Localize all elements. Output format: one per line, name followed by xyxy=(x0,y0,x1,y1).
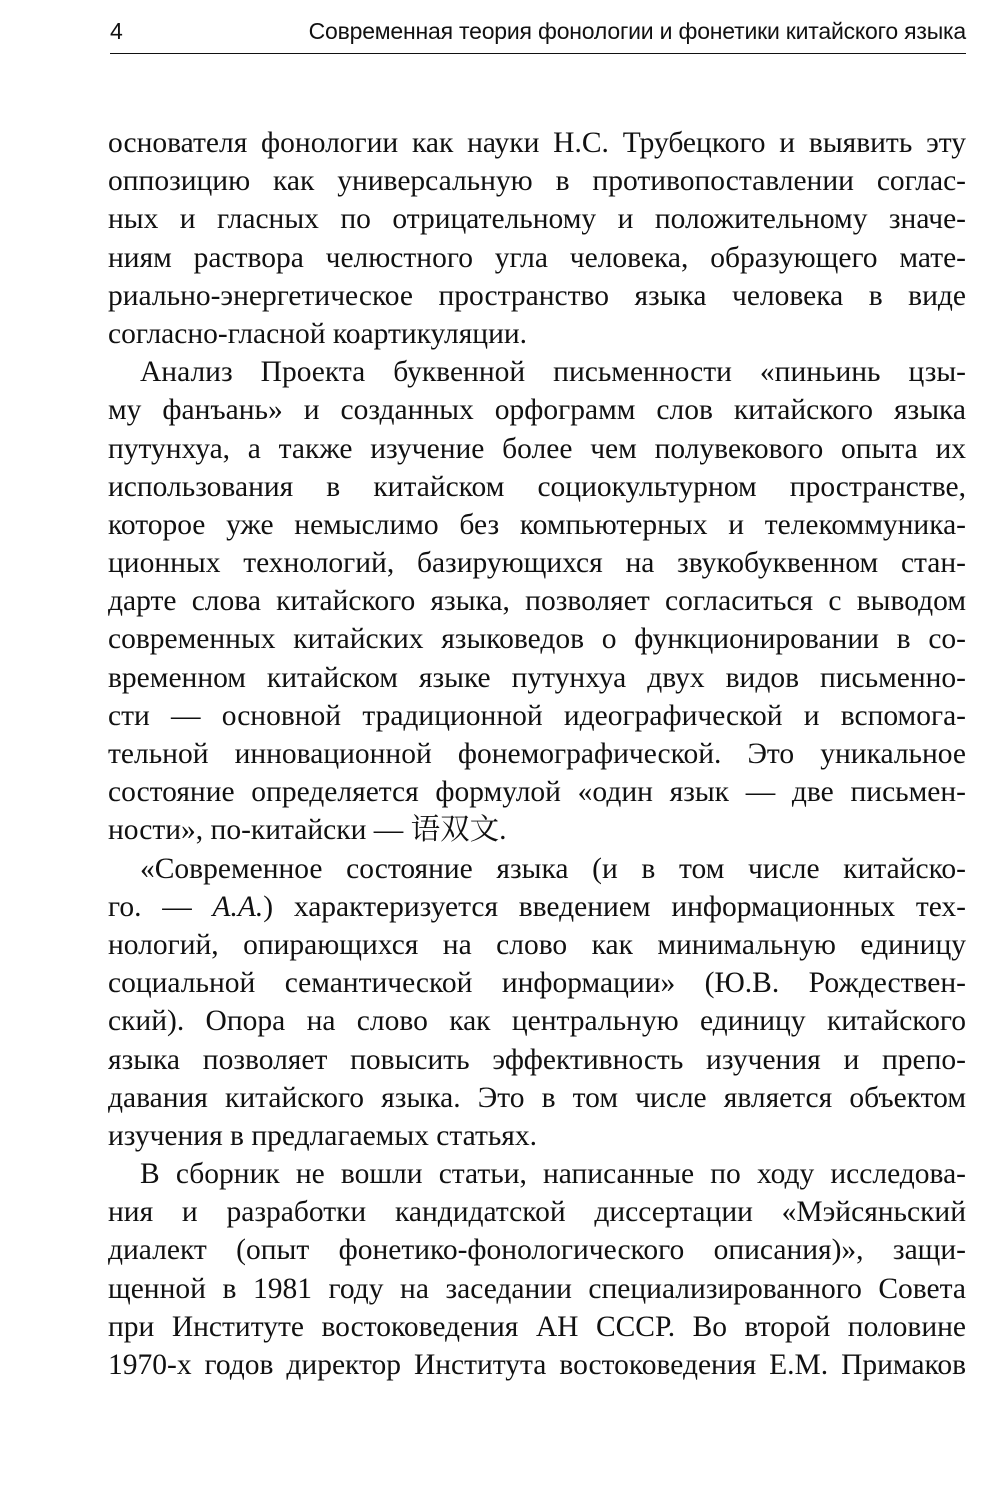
text-line-with-italic xyxy=(108,888,966,926)
text-line: сти — основной традиционной идеографической и вспомога- xyxy=(108,699,966,732)
paragraph-1 xyxy=(108,124,966,353)
text-line: давания китайского языка. Это в том числе является объектом xyxy=(108,1081,966,1114)
text-line: ниям раствора челюстного угла человека, образующего мате- xyxy=(108,241,966,274)
running-title: Современная теория фонологии и фонетики китайского языка xyxy=(308,18,966,44)
text-line: при Институте востоковедения АН СССР. Во второй половине xyxy=(108,1310,966,1343)
text-line: щенной в 1981 году на заседании специализированного Совета xyxy=(108,1272,966,1305)
text-line: Анализ Проекта буквенной письменности «пиньинь цзы- xyxy=(140,356,966,389)
header-rule xyxy=(110,53,966,54)
body-text xyxy=(108,124,966,1384)
text-line: «Современное состояние языка (и в том числе китайско- xyxy=(140,852,966,885)
paragraph-2 xyxy=(108,353,966,849)
text-line: состояние определяется формулой «один язык — две письмен- xyxy=(108,776,966,809)
text-line: путунхуа, а также изучение более чем полувекового опыта их xyxy=(108,432,966,465)
running-head xyxy=(110,12,966,50)
text-line: ности», по-китайски — 语双文. xyxy=(108,814,507,847)
text-line: оппозицию как универсальную в противопоставлении соглас- xyxy=(108,165,966,198)
text-line: ния и разработки кандидатской диссертации «Мэйсяньский xyxy=(108,1196,966,1229)
text-line: му фанъань» и созданных орфограмм слов китайского языка xyxy=(108,394,966,427)
text-fragment: ) характеризуется введением информационных тех- xyxy=(263,890,966,923)
text-line: ционных технологий, базирующихся на звукобуквенном стан- xyxy=(108,547,966,580)
text-line: современных китайских языковедов о функционировании в со- xyxy=(108,623,966,656)
text-line: дарте слова китайского языка, позволяет согласиться с выводом xyxy=(108,585,966,618)
text-line: которое уже немыслимо без компьютерных и телекоммуника- xyxy=(108,508,966,541)
text-line: тельной инновационной фонемографической. Это уникальное xyxy=(108,738,966,770)
text-line: нологий, опирающихся на слово как минимальную единицу xyxy=(108,928,966,961)
text-line: использования в китайском социокультурном пространстве, xyxy=(108,470,966,503)
text-line: изучения в предлагаемых статьях. xyxy=(108,1119,538,1152)
text-line: 1970-х годов директор Института востоковедения Е.М. Примаков xyxy=(108,1349,966,1381)
text-line: основателя фонологии как науки Н.С. Трубецкого и выявить эту xyxy=(108,127,966,159)
text-line: согласно-гласной коартикуляции. xyxy=(108,317,528,350)
paragraph-3 xyxy=(108,850,966,1156)
text-line: В сборник не вошли статьи, написанные по ходу исследова- xyxy=(140,1158,966,1191)
text-line: языка позволяет повысить эффективность изучения и препо- xyxy=(108,1043,966,1076)
text-line: ский). Опора на слово как центральную единицу китайского xyxy=(108,1005,966,1038)
text-line: социальной семантической информации» (Ю.В. Рождествен- xyxy=(108,967,966,1000)
text-fragment: го. — xyxy=(108,890,213,923)
page-number: 4 xyxy=(110,18,123,44)
text-line: риально-энергетическое пространство языка человека в виде xyxy=(108,279,966,312)
author-initials: А.А. xyxy=(212,890,264,923)
text-line: ных и гласных по отрицательному и положительному значе- xyxy=(108,203,966,236)
text-line: диалект (опыт фонетико-фонологического описания)», защи- xyxy=(108,1234,966,1267)
paragraph-4 xyxy=(108,1155,966,1384)
text-line: временном китайском языке путунхуа двух видов письменно- xyxy=(108,661,966,694)
